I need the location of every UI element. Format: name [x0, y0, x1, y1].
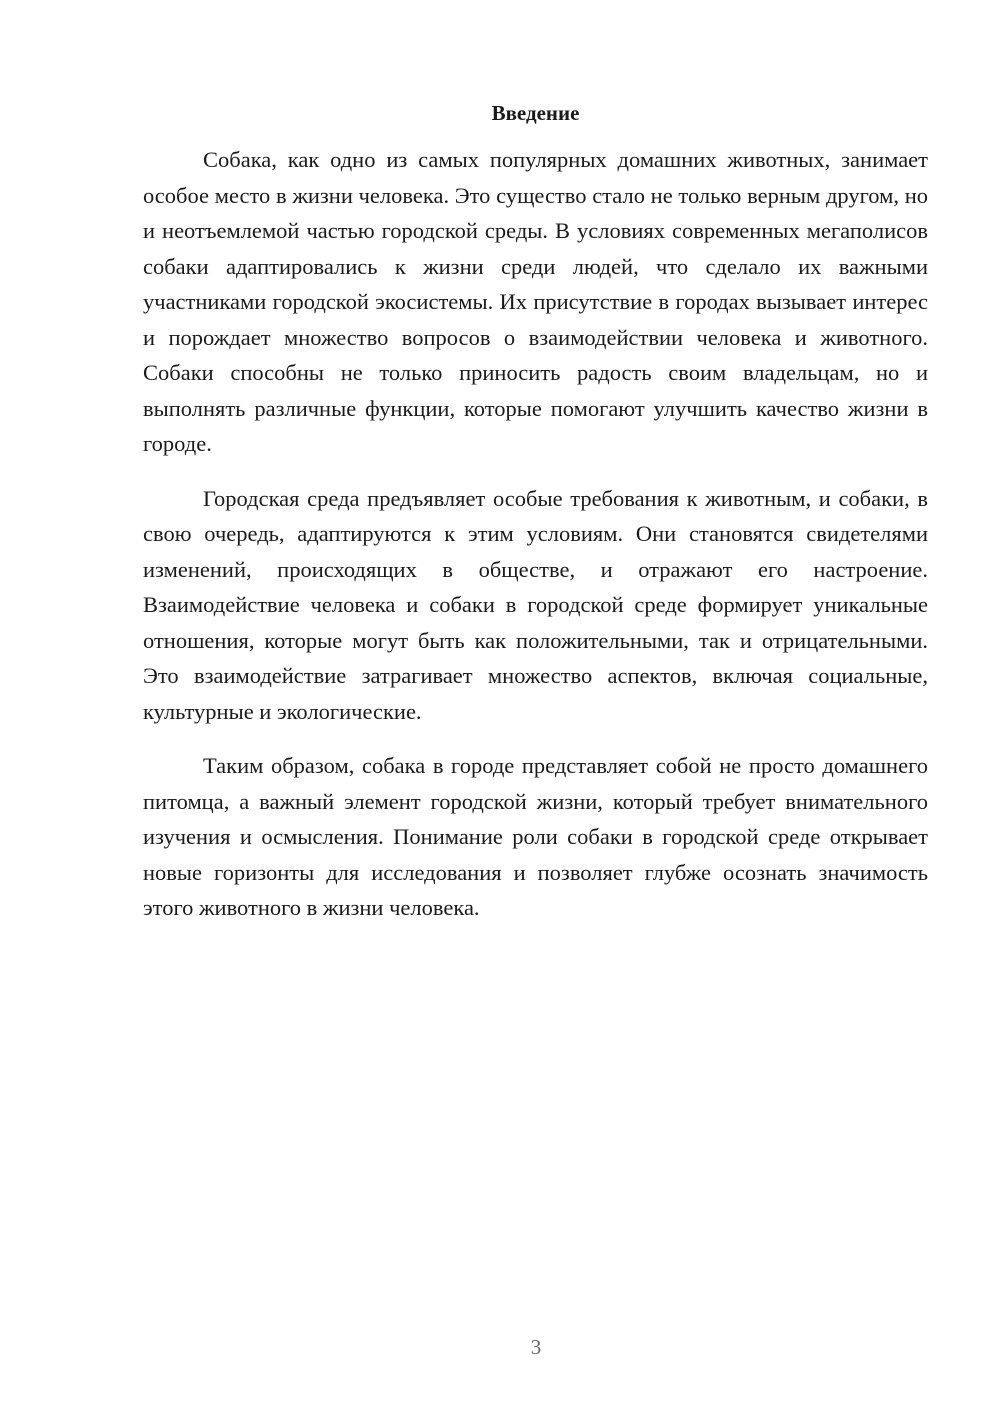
section-heading: Введение: [491, 101, 580, 125]
page-number: 3: [530, 1335, 542, 1359]
paragraph-3: Таким образом, собака в городе представляет собой не просто домашнего питомца, а важный элемент городской жизни, который требует внимательного изучения и осмысления. Понимание роли собаки в городской среде открывает новые горизонты для исследования и позволяет глубже осознать значимость этого животного в жизни человека.: [143, 753, 928, 920]
paragraph-2: Городская среда предъявляет особые требования к животным, и собаки, в свою очередь, адаптируются к этим условиям. Они становятся свидетелями изменений, происходящих в обществе, и отражают его настроение. Взаимодействие человека и собаки в городской среде формирует уникальные отношения, которые могут быть как положительными, так и отрицательными. Это взаимодействие затрагивает множество аспектов, включая социальные, культурные и экологические.: [143, 485, 928, 724]
paragraph-1: Собака, как одно из самых популярных домашних животных, занимает особое место в жизни человека. Это существо стало не только верным другом, но и неотъемлемой частью городской среды. В условиях современных мегаполисов собаки адаптировались к жизни среди людей, что сделало их важными участниками городской экосистемы. Их присутствие в городах вызывает интерес и порождает множество вопросов о взаимодействии человека и животного. Собаки способны не только приносить радость своим владельцам, но и выполнять различные функции, которые помогают улучшить качество жизни в городе.: [143, 147, 928, 456]
body-text: [143, 142, 928, 945]
